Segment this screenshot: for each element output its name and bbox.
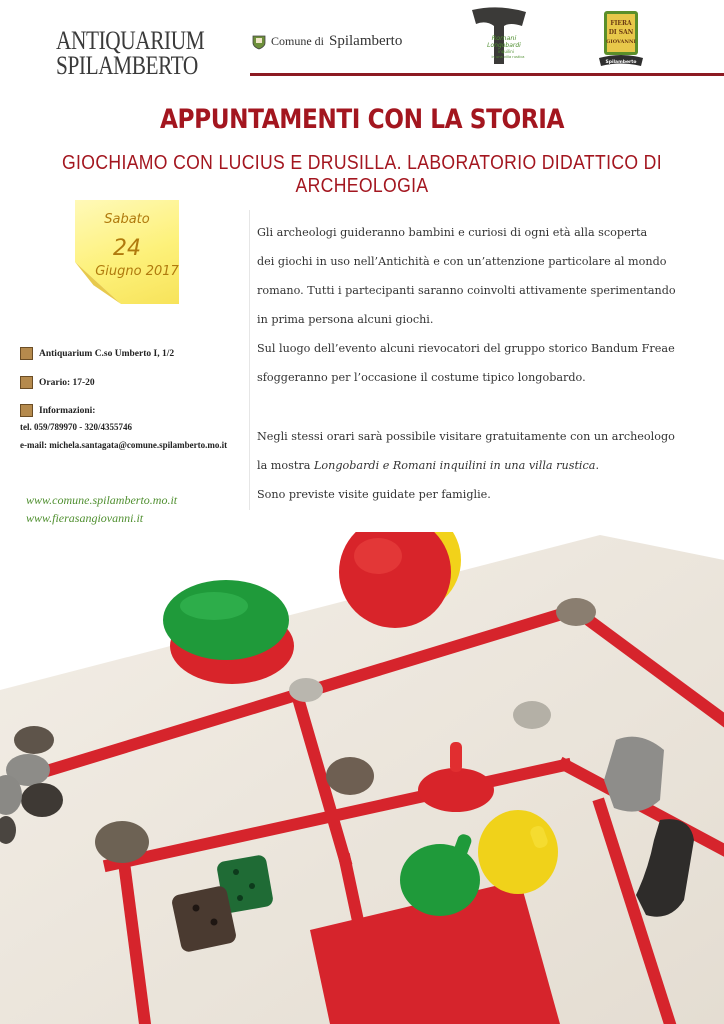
comune-prefix: Comune di <box>271 34 324 48</box>
svg-text:Romani: Romani <box>491 34 517 42</box>
svg-text:GIOVANNI: GIOVANNI <box>606 39 636 45</box>
info-phone: tel. 059/789970 - 320/4355746 <box>20 422 132 432</box>
fiera-san-giovanni-logo <box>598 8 644 70</box>
antiquarium-logo-line2: SPILAMBERTO <box>56 51 198 80</box>
info-label-text: Informazioni: <box>39 405 96 416</box>
antiquarium-logo <box>56 26 205 80</box>
green-red-yoyo <box>163 580 294 684</box>
body-p3-line2 <box>257 459 599 472</box>
body-p1-line2: dei giochi in uso nell’Antichità e con un’attenzione particolare al mondo <box>257 255 667 268</box>
hours-text: Orario: 17-20 <box>39 377 95 388</box>
brown-die <box>171 885 238 953</box>
svg-text:inquilini: inquilini <box>498 49 514 54</box>
body-p3-line2-pre: la mostra <box>257 459 314 472</box>
info-hours <box>20 376 95 389</box>
stone-bullet-icon <box>20 404 33 417</box>
svg-text:Spilamberto: Spilamberto <box>605 60 637 65</box>
body-p2-line1: Sul luogo dell’evento alcuni rievocatori del gruppo storico Bandum Freae <box>257 342 675 355</box>
exhibition-title: Longobardi e Romani inquilini in una villa rustica <box>313 459 596 472</box>
date-day-number: 24 <box>113 236 141 261</box>
link-comune-website[interactable]: www.comune.spilamberto.mo.it <box>26 493 178 507</box>
info-contacts-label <box>20 404 95 417</box>
comune-logo <box>252 33 402 50</box>
date-month-year: Giugno 2017 <box>95 264 179 279</box>
body-p1-line3: romano. Tutti i partecipanti saranno coinvolti attivamente sperimentando <box>257 284 676 297</box>
svg-text:in una villa rustica: in una villa rustica <box>491 55 525 59</box>
body-p2-line2: sfoggeranno per l’occasione il costume tipico longobardo. <box>257 371 586 384</box>
link-fiera-website[interactable]: www.fierasangiovanni.it <box>26 511 144 525</box>
body-p1-line1: Gli archeologi guideranno bambini e curiosi di ogni età alla scoperta <box>257 226 648 239</box>
body-p3-line3: Sono previste visite guidate per famiglie. <box>257 488 491 501</box>
page-subtitle: GIOCHIAMO CON LUCIUS E DRUSILLA. LABORATORIO DIDATTICO DI ARCHEOLOGIA <box>62 152 662 197</box>
body-p1-line4: in prima persona alcuni giochi. <box>257 313 434 326</box>
stone-bullet-icon <box>20 347 33 360</box>
header-divider <box>250 73 724 76</box>
date-day-name: Sabato <box>104 212 150 227</box>
svg-text:FIERA: FIERA <box>610 20 632 27</box>
page-title: APPUNTAMENTI CON LA STORIA <box>159 104 565 135</box>
body-p3-line2-post: . <box>595 459 600 472</box>
antiquarium-logo-line1: ANTIQUARIUM <box>56 26 205 55</box>
date-postit-note <box>75 200 179 304</box>
comune-name: Spilamberto <box>329 33 403 49</box>
svg-text:Longobardi: Longobardi <box>487 42 521 49</box>
romani-longobardi-logo <box>470 6 528 68</box>
svg-text:DI SAN: DI SAN <box>608 29 634 36</box>
stone-bullet-icon <box>20 376 33 389</box>
info-email[interactable]: e-mail: michela.santagata@comune.spilamberto.mo.it <box>20 440 228 450</box>
body-p3-line1: Negli stessi orari sarà possibile visitare gratuitamente con un archeologo <box>257 430 675 443</box>
game-board-photo <box>0 532 724 1024</box>
coat-of-arms-icon <box>252 34 266 50</box>
column-divider <box>249 210 250 510</box>
location-text: Antiquarium C.so Umberto I, 1/2 <box>39 348 175 359</box>
yellow-spinning-top <box>478 810 558 894</box>
info-location <box>20 347 174 360</box>
